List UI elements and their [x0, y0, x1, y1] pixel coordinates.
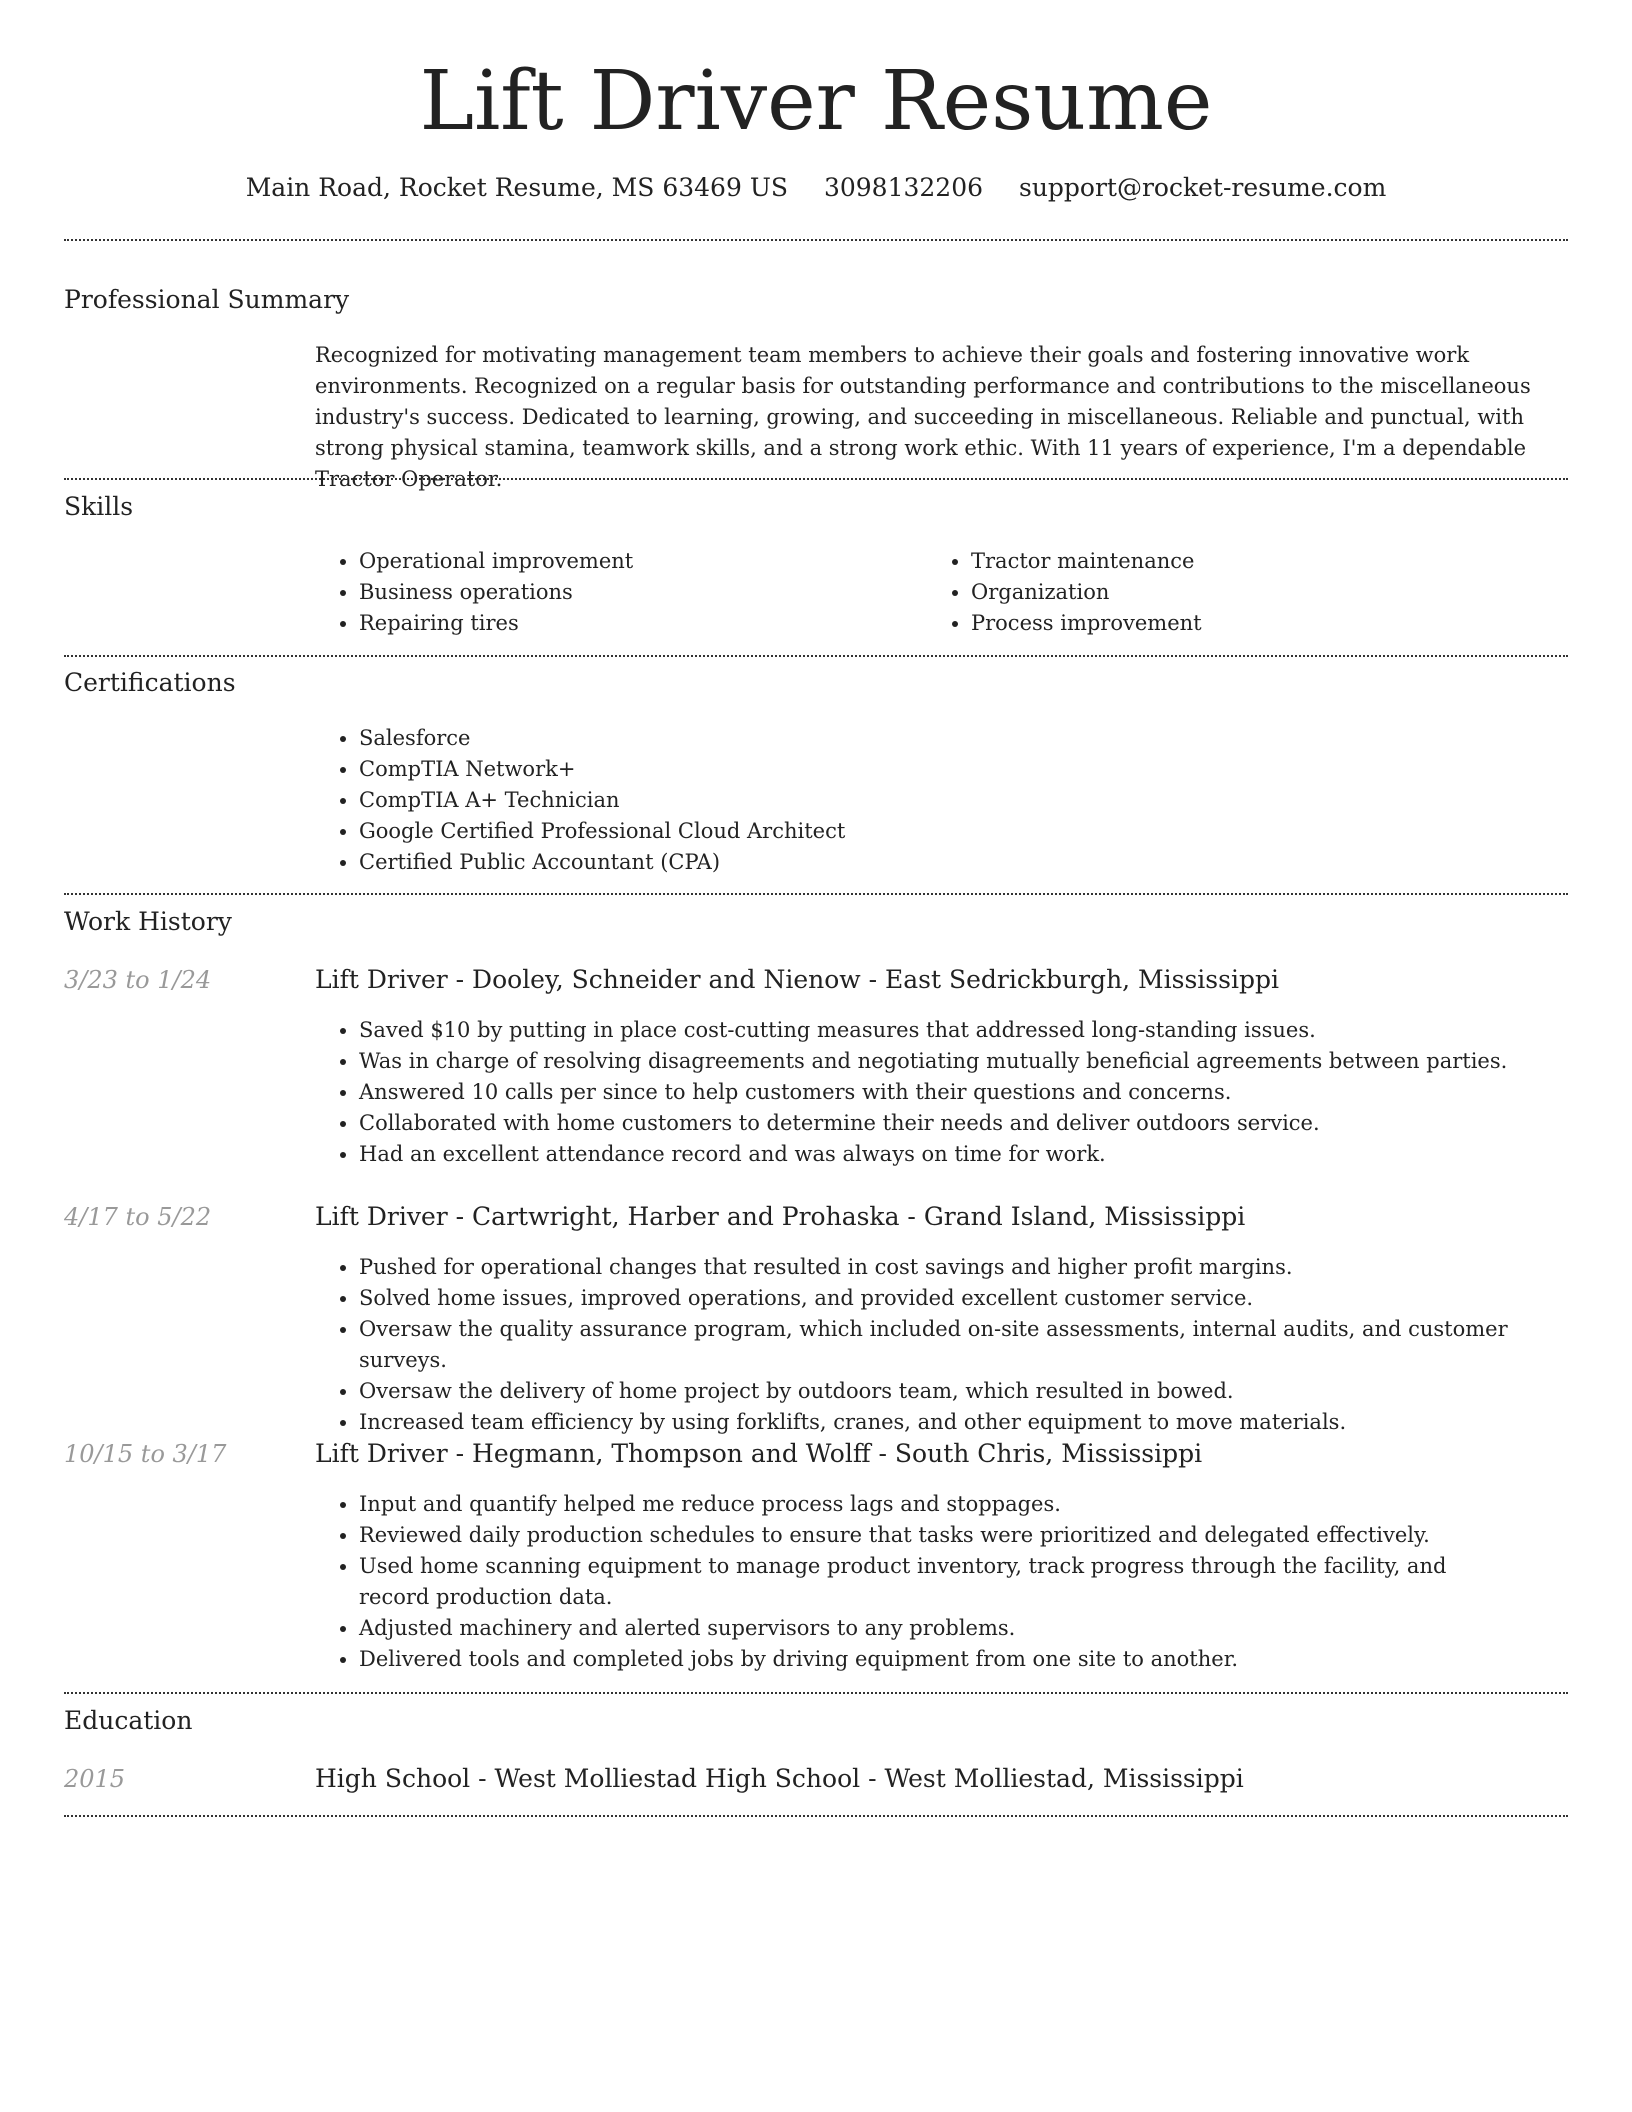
job-title: Lift Driver - Hegmann, Thompson and Wolff - South Chris, Mississippi [315, 1439, 1203, 1468]
certification-item: • CompTIA A+ Technician [359, 785, 1559, 816]
job-bullet: • Increased team efficiency by using forklifts, cranes, and other equipment to move materials. [359, 1407, 1589, 1438]
job-bullets [315, 1015, 1569, 1170]
job-bullet: • Was in charge of resolving disagreements and negotiating mutually beneficial agreements between parties. [359, 1046, 1569, 1077]
resume-title: Lift Driver Resume [419, 54, 1213, 149]
education-year: 2015 [64, 1765, 126, 1793]
divider [64, 655, 1568, 657]
certification-item: • CompTIA Network+ [359, 754, 1559, 785]
skills-list-left [315, 546, 919, 639]
contact-address: Main Road, Rocket Resume, MS 63469 US [245, 173, 789, 202]
skill-item: • Repairing tires [359, 608, 919, 639]
contact-line [0, 170, 1632, 206]
section-heading-certifications: Certifications [64, 668, 236, 697]
section-heading-summary: Professional Summary [64, 285, 350, 314]
job-bullet: • Delivered tools and completed jobs by driving equipment from one site to another. [359, 1644, 1509, 1675]
job-bullet: • Saved $10 by putting in place cost-cutting measures that addressed long-standing issues. [359, 1015, 1569, 1046]
section-heading-education: Education [64, 1706, 193, 1735]
divider [64, 893, 1568, 895]
summary-text: Recognized for motivating management team members to achieve their goals and fostering innovative work environments. Recognized on a regular basis for outstanding performance and contributions to the miscellaneous industry's success. Dedicated to learning, growing, and succeeding in miscellaneous. Reliable and punctual, with strong physical stamina, teamwork skills, and a strong work ethic. With 11 years of experience, I'm a dependable Tractor Operator. [315, 343, 1531, 491]
job-bullet: • Oversaw the delivery of home project by outdoors team, which resulted in bowed. [359, 1376, 1589, 1407]
job-bullet: • Had an excellent attendance record and was always on time for work. [359, 1139, 1569, 1170]
job-dates: 4/17 to 5/22 [64, 1203, 212, 1231]
certification-item: • Certified Public Accountant (CPA) [359, 847, 1559, 878]
skill-item: • Organization [971, 577, 1571, 608]
section-heading-work-history: Work History [64, 907, 232, 936]
certification-item: • Google Certified Professional Cloud Architect [359, 816, 1559, 847]
divider [64, 1692, 1568, 1694]
job-bullet: • Adjusted machinery and alerted supervisors to any problems. [359, 1613, 1509, 1644]
skill-item: • Business operations [359, 577, 919, 608]
skill-item: • Operational improvement [359, 546, 919, 577]
certification-item: • Salesforce [359, 723, 1559, 754]
job-title: Lift Driver - Dooley, Schneider and Nienow - East Sedrickburgh, Mississippi [315, 965, 1279, 994]
job-dates: 10/15 to 3/17 [64, 1440, 227, 1468]
skills-list-right [927, 546, 1571, 639]
divider [64, 1815, 1568, 1817]
contact-email: support@rocket-resume.com [1018, 173, 1387, 202]
job-bullet: • Oversaw the quality assurance program, which included on-site assessments, internal audits, and customer surveys. [359, 1314, 1589, 1376]
contact-phone: 3098132206 [823, 173, 984, 202]
education-school: High School - West Molliestad High School - West Molliestad, Mississippi [315, 1764, 1244, 1793]
skill-item: • Process improvement [971, 608, 1571, 639]
certifications-list [315, 723, 1559, 878]
section-heading-skills: Skills [64, 492, 134, 521]
skill-item: • Tractor maintenance [971, 546, 1571, 577]
divider [64, 478, 1568, 480]
job-bullets [315, 1489, 1509, 1675]
job-bullet: • Pushed for operational changes that resulted in cost savings and higher profit margins. [359, 1252, 1589, 1283]
job-dates: 3/23 to 1/24 [64, 966, 212, 994]
job-bullet: • Answered 10 calls per since to help customers with their questions and concerns. [359, 1077, 1569, 1108]
job-bullet: • Reviewed daily production schedules to ensure that tasks were prioritized and delegated effectively. [359, 1520, 1509, 1551]
divider [64, 239, 1568, 241]
job-title: Lift Driver - Cartwright, Harber and Prohaska - Grand Island, Mississippi [315, 1202, 1246, 1231]
job-bullet: • Solved home issues, improved operations, and provided excellent customer service. [359, 1283, 1589, 1314]
job-bullets [315, 1252, 1589, 1438]
job-bullet: • Input and quantify helped me reduce process lags and stoppages. [359, 1489, 1509, 1520]
job-bullet: • Collaborated with home customers to determine their needs and deliver outdoors service. [359, 1108, 1569, 1139]
job-bullet: • Used home scanning equipment to manage product inventory, track progress through the facility, and record production data. [359, 1551, 1509, 1613]
